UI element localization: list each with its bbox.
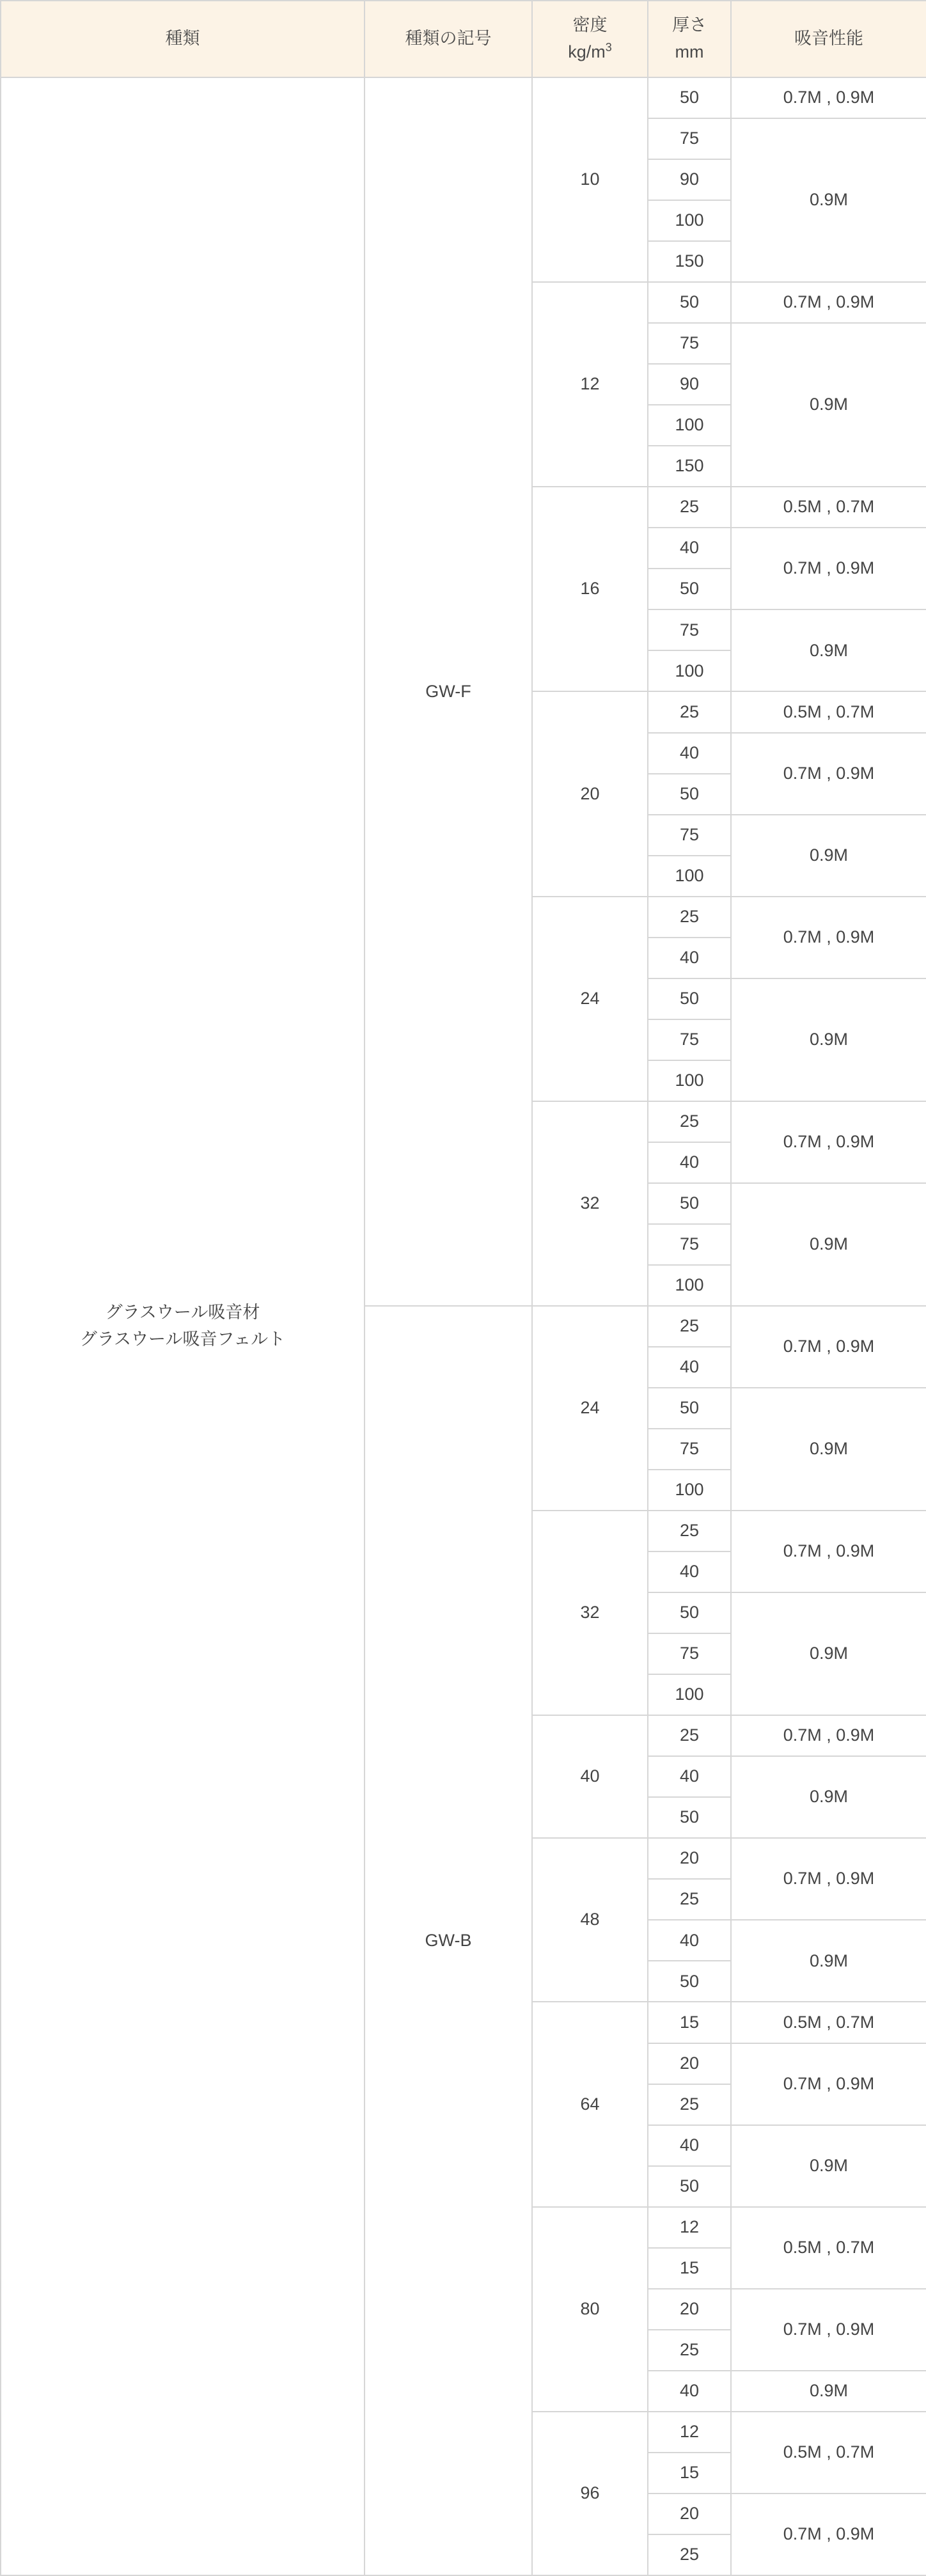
thickness-cell: 25 — [648, 1511, 731, 1551]
density-cell: 64 — [532, 2002, 648, 2206]
performance-cell: 0.5M , 0.7M — [731, 2207, 926, 2289]
thickness-cell: 100 — [648, 1674, 731, 1715]
header-performance — [731, 1, 926, 77]
thickness-cell: 100 — [648, 1265, 731, 1306]
thickness-cell: 25 — [648, 1101, 731, 1142]
thickness-cell: 50 — [648, 1183, 731, 1224]
performance-cell: 0.7M , 0.9M — [731, 1306, 926, 1388]
thickness-cell: 100 — [648, 405, 731, 446]
header-symbol-label: 種類の記号 — [405, 29, 492, 49]
thickness-cell: 25 — [648, 897, 731, 938]
material-name-line1: グラスウール吸音材 — [105, 1303, 260, 1323]
thickness-cell: 25 — [648, 1306, 731, 1347]
thickness-cell: 50 — [648, 978, 731, 1019]
performance-cell: 0.7M , 0.9M — [731, 897, 926, 978]
thickness-cell: 150 — [648, 241, 731, 282]
thickness-cell: 100 — [648, 856, 731, 897]
thickness-cell: 25 — [648, 2534, 731, 2575]
thickness-cell: 40 — [648, 1920, 731, 1961]
thickness-cell: 40 — [648, 1756, 731, 1797]
performance-cell: 0.7M , 0.9M — [731, 1838, 926, 1920]
performance-cell: 0.7M , 0.9M — [731, 77, 926, 118]
thickness-cell: 40 — [648, 528, 731, 569]
thickness-cell: 20 — [648, 2043, 731, 2084]
header-performance-label: 吸音性能 — [794, 29, 863, 49]
thickness-cell: 40 — [648, 2371, 731, 2412]
performance-cell: 0.7M , 0.9M — [731, 1715, 926, 1756]
performance-cell: 0.7M , 0.9M — [731, 733, 926, 815]
header-density-unit — [537, 39, 643, 66]
thickness-cell: 12 — [648, 2412, 731, 2453]
performance-cell: 0.5M , 0.7M — [731, 487, 926, 528]
performance-cell: 0.9M — [731, 2371, 926, 2412]
thickness-cell: 50 — [648, 1961, 731, 2002]
header-density-label: 密度 — [572, 15, 608, 35]
density-cell: 24 — [532, 1306, 648, 1511]
thickness-cell: 40 — [648, 1551, 731, 1592]
thickness-cell: 40 — [648, 1347, 731, 1388]
performance-cell: 0.9M — [731, 1920, 926, 2002]
thickness-cell: 25 — [648, 1879, 731, 1920]
performance-cell: 0.9M — [731, 2125, 926, 2207]
thickness-cell: 50 — [648, 1797, 731, 1838]
thickness-cell: 12 — [648, 2207, 731, 2248]
header-symbol — [365, 1, 532, 77]
performance-cell: 0.9M — [731, 323, 926, 487]
thickness-cell: 75 — [648, 1019, 731, 1060]
performance-cell: 0.7M , 0.9M — [731, 2494, 926, 2575]
thickness-cell: 15 — [648, 2453, 731, 2494]
performance-cell: 0.9M — [731, 815, 926, 897]
header-type-label: 種類 — [165, 29, 200, 49]
thickness-cell: 50 — [648, 1388, 731, 1429]
density-cell: 48 — [532, 1838, 648, 2002]
thickness-cell: 15 — [648, 2002, 731, 2043]
header-thickness-unit: mm — [675, 42, 704, 61]
thickness-cell: 75 — [648, 1633, 731, 1674]
thickness-cell: 75 — [648, 1224, 731, 1265]
thickness-cell: 75 — [648, 609, 731, 650]
thickness-cell: 25 — [648, 1715, 731, 1756]
performance-cell: 0.9M — [731, 1592, 926, 1715]
symbol-cell: GW-B — [365, 1306, 532, 2575]
thickness-cell: 75 — [648, 815, 731, 856]
thickness-cell: 50 — [648, 2166, 731, 2207]
performance-cell: 0.5M , 0.7M — [731, 2412, 926, 2494]
density-cell: 96 — [532, 2412, 648, 2575]
header-thickness — [648, 1, 731, 77]
thickness-cell: 90 — [648, 364, 731, 405]
performance-cell: 0.5M , 0.7M — [731, 691, 926, 732]
thickness-cell: 100 — [648, 1470, 731, 1511]
thickness-cell: 20 — [648, 2494, 731, 2534]
thickness-cell: 100 — [648, 1060, 731, 1101]
thickness-cell: 40 — [648, 2125, 731, 2166]
density-cell: 16 — [532, 487, 648, 691]
symbol-cell: GW-F — [365, 77, 532, 1306]
thickness-cell: 20 — [648, 1838, 731, 1879]
performance-cell: 0.9M — [731, 118, 926, 282]
performance-cell: 0.9M — [731, 1388, 926, 1511]
performance-cell: 0.9M — [731, 1756, 926, 1838]
thickness-cell: 75 — [648, 323, 731, 364]
thickness-cell: 100 — [648, 650, 731, 691]
header-row — [1, 1, 926, 77]
material-name-line2: グラスウール吸音フェルト — [79, 1330, 286, 1349]
density-unit-base: kg/m — [568, 42, 606, 61]
thickness-cell: 50 — [648, 1592, 731, 1633]
density-cell: 12 — [532, 282, 648, 487]
header-type — [1, 1, 365, 77]
performance-cell: 0.9M — [731, 978, 926, 1101]
performance-cell: 0.5M , 0.7M — [731, 2002, 926, 2043]
thickness-cell: 40 — [648, 1142, 731, 1183]
thickness-cell: 40 — [648, 733, 731, 774]
density-cell: 20 — [532, 691, 648, 896]
thickness-cell: 50 — [648, 282, 731, 323]
performance-cell: 0.7M , 0.9M — [731, 282, 926, 323]
thickness-cell: 25 — [648, 691, 731, 732]
density-cell: 32 — [532, 1101, 648, 1306]
thickness-cell: 50 — [648, 569, 731, 609]
performance-cell: 0.9M — [731, 1183, 926, 1306]
thickness-cell: 75 — [648, 118, 731, 159]
thickness-cell: 25 — [648, 2330, 731, 2371]
thickness-cell: 50 — [648, 77, 731, 118]
table-body — [1, 77, 926, 2575]
performance-cell: 0.7M , 0.9M — [731, 1511, 926, 1592]
density-cell: 24 — [532, 897, 648, 1101]
material-type-cell — [1, 77, 365, 2575]
density-unit-exponent: 3 — [605, 41, 612, 54]
performance-cell: 0.7M , 0.9M — [731, 2043, 926, 2125]
density-cell: 10 — [532, 77, 648, 282]
performance-cell: 0.7M , 0.9M — [731, 2289, 926, 2371]
table-row — [1, 77, 926, 118]
thickness-cell: 50 — [648, 774, 731, 815]
performance-cell: 0.7M , 0.9M — [731, 528, 926, 609]
thickness-cell: 90 — [648, 159, 731, 200]
density-cell: 80 — [532, 2207, 648, 2412]
header-density — [532, 1, 648, 77]
table-header — [1, 1, 926, 77]
density-cell: 32 — [532, 1511, 648, 1715]
thickness-cell: 15 — [648, 2248, 731, 2289]
header-thickness-label: 厚さ — [672, 15, 707, 35]
thickness-cell: 75 — [648, 1429, 731, 1470]
thickness-cell: 25 — [648, 487, 731, 528]
thickness-cell: 100 — [648, 200, 731, 241]
thickness-cell: 20 — [648, 2289, 731, 2330]
thickness-cell: 40 — [648, 938, 731, 978]
thickness-cell: 150 — [648, 446, 731, 487]
density-cell: 40 — [532, 1715, 648, 1838]
thickness-cell: 25 — [648, 2084, 731, 2125]
performance-cell: 0.7M , 0.9M — [731, 1101, 926, 1183]
performance-cell: 0.9M — [731, 609, 926, 691]
